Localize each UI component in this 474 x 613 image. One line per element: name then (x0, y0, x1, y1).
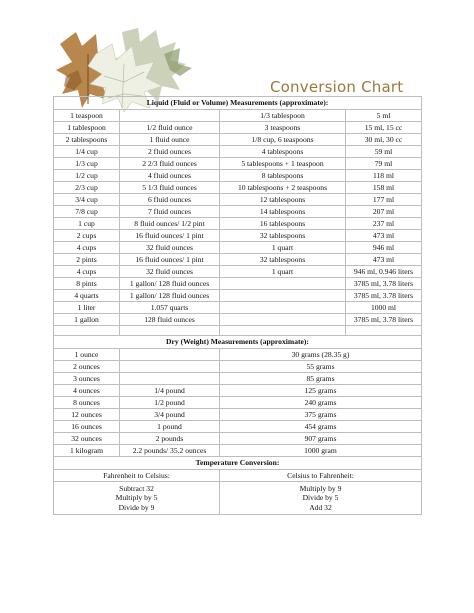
table-cell: 907 grams (220, 433, 422, 445)
table-cell: 177 ml (346, 194, 422, 206)
empty-cell (120, 326, 220, 336)
table-cell: 1 ounce (54, 349, 120, 361)
celsius-to-fahrenheit-steps (220, 482, 422, 515)
table-cell: 2 tablespoons (54, 134, 120, 146)
table-cell: 32 ounces (54, 433, 120, 445)
table-cell: 2 cups (54, 230, 120, 242)
table-cell: 2.2 pounds/ 35.2 ounces (120, 445, 220, 457)
table-cell: 5 ml (346, 110, 422, 122)
table-cell: 12 tablespoons (220, 194, 346, 206)
table-cell: 5 tablespoons + 1 teaspoon (220, 158, 346, 170)
table-cell: 8 tablespoons (220, 170, 346, 182)
table-cell: 2 pounds (120, 433, 220, 445)
table-cell (220, 302, 346, 314)
table-cell: 32 fluid ounces (120, 266, 220, 278)
liquid-section-header: Liquid (Fluid or Volume) Measurements (approximate): (54, 97, 422, 110)
table-cell: 2 ounces (54, 361, 120, 373)
table-cell: 10 tablespoons + 2 teaspoons (220, 182, 346, 194)
table-cell: 2/3 cup (54, 182, 120, 194)
fahrenheit-to-celsius-steps (54, 482, 220, 515)
table-cell: 375 grams (220, 409, 422, 421)
table-row (54, 254, 422, 266)
table-cell: 1/4 pound (120, 385, 220, 397)
table-cell: 1/3 tablespoon (220, 110, 346, 122)
temperature-steps-row (54, 482, 422, 515)
table-cell: 3785 ml, 3.78 liters (346, 314, 422, 326)
celsius-to-fahrenheit-label: Celsius to Fahrenheit: (220, 470, 422, 482)
table-cell: 30 grams (28.35 g) (220, 349, 422, 361)
table-row (54, 433, 422, 445)
table-cell: 240 grams (220, 397, 422, 409)
table-cell: 7 fluid ounces (120, 206, 220, 218)
table-row (54, 266, 422, 278)
table-row (54, 146, 422, 158)
table-cell: 1 quart (220, 242, 346, 254)
table-cell (220, 290, 346, 302)
formula-step: Multiply by 5 (115, 493, 158, 503)
table-cell: 16 fluid ounces/ 1 pint (120, 254, 220, 266)
section-header-row (54, 336, 422, 349)
table-row (54, 373, 422, 385)
table-cell: 1/3 cup (54, 158, 120, 170)
table-cell: 3785 ml, 3.78 liters (346, 278, 422, 290)
table-cell: 8 pints (54, 278, 120, 290)
table-row (54, 314, 422, 326)
table-cell: 473 ml (346, 254, 422, 266)
table-cell: 1 cup (54, 218, 120, 230)
table-cell: 32 tablespoons (220, 230, 346, 242)
table-cell: 1 teaspoon (54, 110, 120, 122)
table-cell: 2 fluid ounces (120, 146, 220, 158)
table-row (54, 134, 422, 146)
table-cell: 473 ml (346, 230, 422, 242)
table-row (54, 170, 422, 182)
conversion-table-body (54, 97, 422, 515)
table-cell: 85 grams (220, 373, 422, 385)
table-row (54, 158, 422, 170)
table-cell: 3/4 cup (54, 194, 120, 206)
table-cell: 4 cups (54, 242, 120, 254)
section-header-row (54, 97, 422, 110)
table-cell: 454 grams (220, 421, 422, 433)
table-row (54, 110, 422, 122)
table-row (54, 194, 422, 206)
table-cell: 6 fluid ounces (120, 194, 220, 206)
table-cell: 4 ounces (54, 385, 120, 397)
table-cell: 128 fluid ounces (120, 314, 220, 326)
table-cell: 4 cups (54, 266, 120, 278)
table-cell: 946 ml (346, 242, 422, 254)
table-row (54, 385, 422, 397)
table-row (54, 397, 422, 409)
table-cell: 1 fluid ounce (120, 134, 220, 146)
table-cell: 1 gallon/ 128 fluid ounces (120, 278, 220, 290)
table-cell: 237 ml (346, 218, 422, 230)
table-cell: 3785 ml, 3.78 liters (346, 290, 422, 302)
table-cell: 1.057 quarts (120, 302, 220, 314)
table-cell: 30 ml, 30 cc (346, 134, 422, 146)
table-cell: 32 tablespoons (220, 254, 346, 266)
table-row (54, 290, 422, 302)
table-cell (120, 361, 220, 373)
formula-step: Divide by 9 (118, 502, 155, 512)
table-cell: 4 quarts (54, 290, 120, 302)
table-cell: 1/2 cup (54, 170, 120, 182)
table-cell: 2 pints (54, 254, 120, 266)
section-header-row (54, 457, 422, 470)
table-cell: 1000 ml (346, 302, 422, 314)
table-row (54, 361, 422, 373)
empty-cell (54, 326, 120, 336)
table-cell: 1 quart (220, 266, 346, 278)
table-cell: 1 tablespoon (54, 122, 120, 134)
table-cell: 32 fluid ounces (120, 242, 220, 254)
table-cell: 158 ml (346, 182, 422, 194)
table-row (54, 218, 422, 230)
conversion-table (53, 96, 422, 515)
table-row (54, 409, 422, 421)
table-cell: 1 kilogram (54, 445, 120, 457)
formula-step: Add 32 (309, 502, 332, 512)
table-cell (120, 349, 220, 361)
table-row (54, 421, 422, 433)
formula-step: Multiply by 9 (299, 483, 342, 493)
table-cell: 1 gallon (54, 314, 120, 326)
formula-step: Divide by 5 (302, 493, 339, 503)
table-cell (120, 373, 220, 385)
temperature-section-header: Temperature Conversion: (54, 457, 422, 470)
table-cell: 1000 gram (220, 445, 422, 457)
table-cell: 1 liter (54, 302, 120, 314)
table-cell: 946 ml, 0.946 liters (346, 266, 422, 278)
page-title: Conversion Chart (270, 78, 404, 96)
table-cell: 16 ounces (54, 421, 120, 433)
table-row (54, 182, 422, 194)
table-cell: 15 ml, 15 cc (346, 122, 422, 134)
table-cell: 8 fluid ounces/ 1/2 pint (120, 218, 220, 230)
table-cell: 3 teaspoons (220, 122, 346, 134)
table-row (54, 278, 422, 290)
table-row (54, 230, 422, 242)
table-cell: 8 ounces (54, 397, 120, 409)
table-cell: 16 fluid ounces/ 1 pint (120, 230, 220, 242)
table-cell (220, 314, 346, 326)
table-cell: 1/2 fluid ounce (120, 122, 220, 134)
table-cell: 4 tablespoons (220, 146, 346, 158)
table-cell: 7/8 cup (54, 206, 120, 218)
table-cell: 1/8 cup, 6 teaspoons (220, 134, 346, 146)
spacer-row (54, 326, 422, 336)
table-cell: 1/2 pound (120, 397, 220, 409)
table-row (54, 122, 422, 134)
table-cell (220, 278, 346, 290)
table-cell: 12 ounces (54, 409, 120, 421)
table-cell: 1/4 cup (54, 146, 120, 158)
table-cell: 55 grams (220, 361, 422, 373)
table-cell: 16 tablespoons (220, 218, 346, 230)
table-cell: 14 tablespoons (220, 206, 346, 218)
empty-cell (346, 326, 422, 336)
table-cell: 3 ounces (54, 373, 120, 385)
table-cell: 1 gallon/ 128 fluid ounces (120, 290, 220, 302)
table-cell: 207 ml (346, 206, 422, 218)
table-cell: 2 2/3 fluid ounces (120, 158, 220, 170)
dry-section-header: Dry (Weight) Measurements (approximate): (54, 336, 422, 349)
table-row (54, 206, 422, 218)
table-cell: 59 ml (346, 146, 422, 158)
table-cell: 5 1/3 fluid ounces (120, 182, 220, 194)
table-cell: 4 fluid ounces (120, 170, 220, 182)
table-cell: 79 ml (346, 158, 422, 170)
formula-step: Subtract 32 (119, 483, 154, 493)
empty-cell (220, 326, 346, 336)
table-row (54, 349, 422, 361)
table-row (54, 445, 422, 457)
fahrenheit-to-celsius-label: Fahrenheit to Celsius: (54, 470, 220, 482)
table-cell: 1 pound (120, 421, 220, 433)
table-row (54, 242, 422, 254)
temperature-label-row (54, 470, 422, 482)
table-cell: 3/4 pound (120, 409, 220, 421)
table-cell: 118 ml (346, 170, 422, 182)
table-cell (120, 110, 220, 122)
table-cell: 125 grams (220, 385, 422, 397)
table-row (54, 302, 422, 314)
